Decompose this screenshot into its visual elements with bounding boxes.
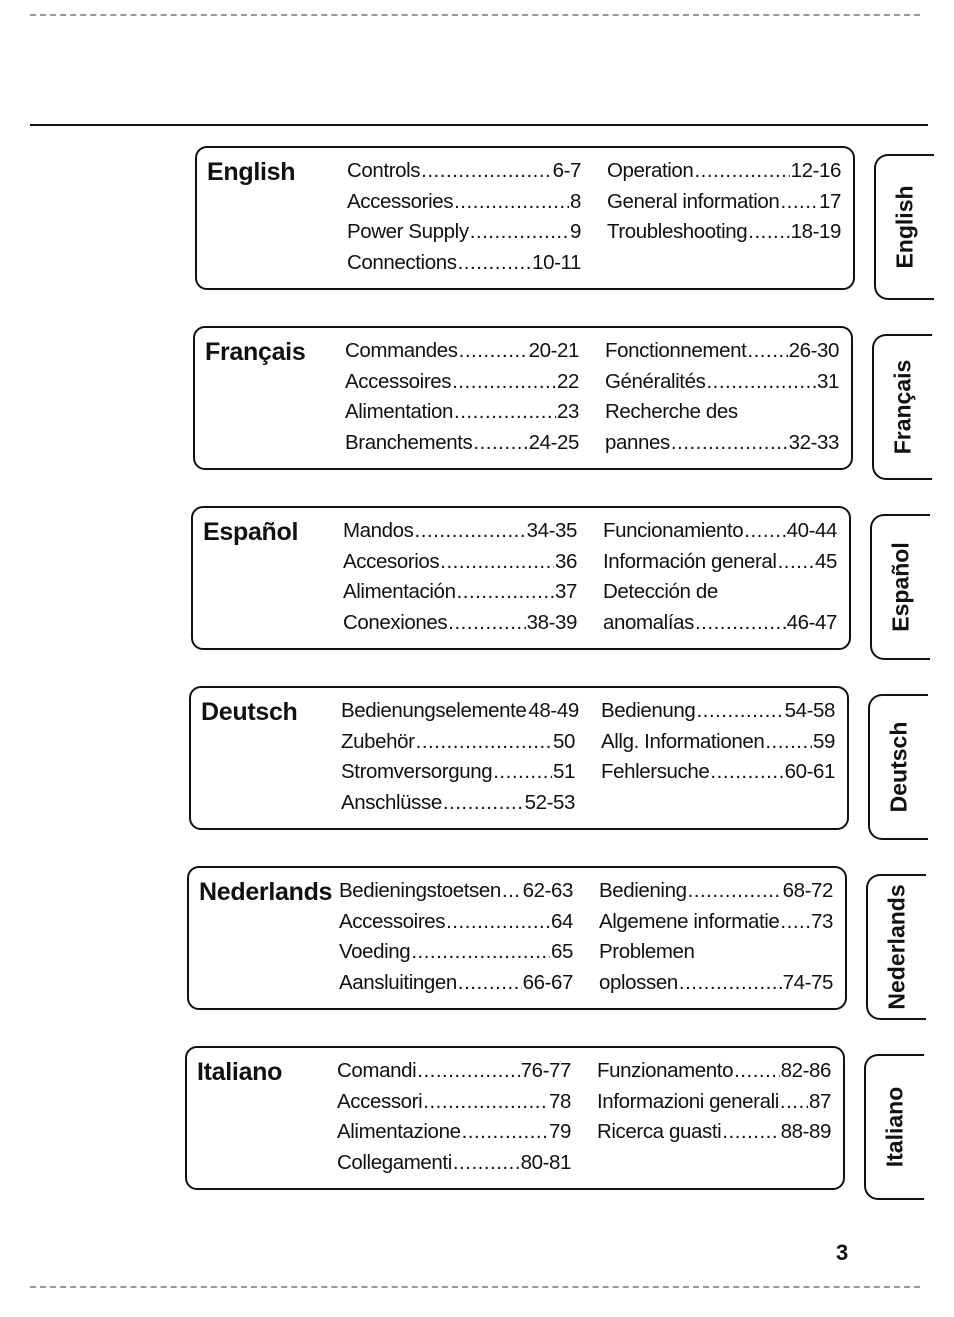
toc-entry-page: 46-47	[786, 610, 837, 634]
toc-entry-page: 65	[550, 940, 573, 963]
toc-section-italiano	[0, 1046, 944, 1196]
side-tab-deutsch[interactable]	[868, 694, 928, 840]
toc-entry[interactable]	[347, 187, 581, 218]
toc-entry-label: Bedieningstoetsen	[339, 879, 501, 902]
dot-leader	[440, 547, 554, 578]
toc-entry[interactable]	[601, 696, 835, 727]
section-box	[193, 326, 853, 470]
dot-leader	[459, 336, 528, 367]
toc-entry[interactable]	[345, 428, 579, 459]
header-rule	[30, 124, 928, 126]
dot-leader	[493, 757, 552, 788]
toc-entry-label: Connections	[347, 250, 457, 274]
dot-leader	[695, 608, 786, 639]
toc-entry[interactable]	[345, 336, 579, 367]
toc-entry[interactable]	[347, 217, 581, 248]
dot-leader	[453, 1148, 520, 1179]
section-box	[187, 866, 847, 1010]
toc-entry-label: Aansluitingen	[339, 970, 457, 994]
toc-entry-page: 78	[548, 1089, 571, 1113]
toc-entry-page: 50	[552, 729, 575, 753]
section-box	[191, 506, 851, 650]
dot-leader	[722, 1117, 779, 1148]
dot-leader	[411, 937, 550, 968]
section-title: English	[207, 158, 296, 186]
toc-entry-page: 74-75	[782, 970, 833, 994]
toc-entry-page: 52-53	[524, 790, 575, 814]
dot-leader	[446, 907, 550, 938]
toc-entry[interactable]	[605, 367, 839, 398]
side-tab-label: English	[891, 185, 918, 269]
side-tab-label: Italiano	[881, 1086, 908, 1168]
dot-leader	[462, 1117, 548, 1148]
toc-entry[interactable]	[341, 757, 575, 788]
toc-entry-page: 60-61	[784, 760, 835, 783]
dot-leader	[744, 516, 785, 547]
dot-leader	[696, 696, 783, 727]
toc-entry-page: 88-89	[780, 1120, 831, 1143]
dot-leader	[473, 428, 527, 459]
dot-leader	[696, 937, 832, 968]
toc-entry-label: Operation	[607, 159, 694, 182]
toc-entry-page: 54-58	[784, 699, 835, 722]
toc-entry[interactable]	[599, 937, 833, 968]
toc-entry-label: Power Supply	[347, 220, 469, 243]
toc-entry[interactable]	[345, 367, 579, 398]
toc-entry-page: 26-30	[788, 339, 839, 362]
section-title: Français	[205, 338, 306, 366]
section-box	[185, 1046, 845, 1190]
toc-entry[interactable]	[347, 156, 581, 187]
dot-leader	[778, 547, 814, 578]
side-tab-label: Nederlands	[883, 884, 910, 1010]
dot-leader	[780, 187, 818, 218]
dot-leader	[694, 156, 789, 187]
toc-entry[interactable]	[345, 397, 579, 428]
toc-entry[interactable]	[341, 788, 575, 819]
dot-leader	[719, 577, 836, 608]
dot-leader	[780, 1087, 808, 1118]
side-tab-français[interactable]	[872, 334, 932, 480]
toc-entry-page: 51	[552, 760, 575, 783]
toc-entry-page: 68-72	[782, 879, 833, 902]
toc-entry-label: Funzionamento	[597, 1059, 734, 1082]
toc-entry-label: Bedienungselemente	[341, 699, 527, 722]
toc-column-2	[599, 876, 833, 998]
page-number: 3	[836, 1240, 849, 1265]
toc-entry-label: Généralités	[605, 369, 706, 393]
toc-entry-label: General information	[607, 189, 780, 213]
dot-leader	[415, 516, 526, 547]
toc-entry-page: 24-25	[528, 430, 579, 454]
toc-column-1	[341, 696, 579, 818]
toc-entry[interactable]	[607, 156, 841, 187]
toc-column-1	[345, 336, 579, 458]
toc-section-english	[0, 146, 954, 296]
toc-entry[interactable]	[337, 1056, 571, 1087]
toc-entry-label: Accesorios	[343, 549, 440, 573]
dot-leader	[747, 336, 787, 367]
toc-entry-page: 37	[554, 580, 577, 603]
toc-entry-page: 80-81	[520, 1150, 571, 1174]
dot-leader	[416, 727, 552, 758]
toc-entry-page: 79	[548, 1120, 571, 1143]
section-box	[189, 686, 849, 830]
toc-entry-page: 73	[810, 909, 833, 933]
toc-entry[interactable]	[339, 937, 573, 968]
dot-leader	[443, 788, 524, 819]
toc-section-español	[0, 506, 950, 656]
toc-entry-label: Ricerca guasti	[597, 1120, 722, 1143]
dot-leader	[417, 1056, 519, 1087]
dot-leader	[710, 757, 783, 788]
toc-entry-label: Problemen	[599, 940, 695, 963]
toc-entry-page: 34-35	[526, 519, 577, 542]
toc-entry-label: Detección de	[603, 580, 718, 603]
dot-leader	[502, 876, 522, 907]
toc-column-1	[347, 156, 581, 278]
toc-column-1	[337, 1056, 571, 1178]
toc-column-2	[603, 516, 837, 638]
toc-entry-page: 48-49	[528, 699, 579, 722]
toc-entry-label: Informazioni generali	[597, 1089, 779, 1113]
toc-entry-label: Allg. Informationen	[601, 729, 765, 753]
dot-leader	[454, 187, 569, 218]
toc-entry[interactable]	[599, 968, 833, 999]
toc-entry[interactable]	[607, 217, 841, 248]
side-tab-nederlands[interactable]	[866, 874, 926, 1020]
dot-leader	[448, 608, 525, 639]
side-tab-español[interactable]	[870, 514, 930, 660]
dot-leader	[739, 397, 838, 428]
toc-entry-page: 8	[569, 189, 581, 213]
toc-entry-label: Recherche des	[605, 400, 738, 423]
dot-leader	[748, 217, 789, 248]
toc-entry-label: Funcionamiento	[603, 519, 744, 542]
toc-entry-label: Troubleshooting	[607, 220, 748, 243]
side-tab-label: Deutsch	[885, 721, 912, 813]
toc-entry[interactable]	[597, 1117, 831, 1148]
dot-leader	[671, 428, 788, 459]
toc-entry[interactable]	[605, 336, 839, 367]
toc-entry[interactable]	[597, 1056, 831, 1087]
toc-column-2	[601, 696, 835, 788]
dot-leader	[423, 1087, 548, 1118]
toc-section-deutsch	[0, 686, 948, 836]
side-tab-label: Français	[889, 359, 916, 455]
toc-column-2	[607, 156, 841, 248]
toc-entry[interactable]	[603, 577, 837, 608]
dot-leader	[457, 577, 554, 608]
toc-entry[interactable]	[341, 696, 579, 727]
toc-entry-label: Branchements	[345, 430, 473, 454]
toc-entry[interactable]	[603, 547, 837, 578]
dot-leader	[734, 1056, 779, 1087]
toc-entry-label: Accessoires	[339, 909, 446, 933]
toc-entry[interactable]	[599, 876, 833, 907]
toc-entry[interactable]	[603, 608, 837, 639]
dot-leader	[679, 968, 782, 999]
toc-entry-page: 23	[556, 400, 579, 423]
toc-entry-label: Información general	[603, 549, 777, 573]
side-tab-italiano[interactable]	[864, 1054, 924, 1200]
dot-leader	[458, 968, 522, 999]
toc-entry-label: Collegamenti	[337, 1150, 452, 1174]
toc-entry[interactable]	[343, 577, 577, 608]
toc-entry-label: Stromversorgung	[341, 760, 493, 783]
toc-entry[interactable]	[339, 876, 573, 907]
toc-entry-page: 38-39	[526, 610, 577, 634]
toc-entry[interactable]	[605, 397, 839, 428]
toc-column-1	[343, 516, 577, 638]
toc-entry-page: 62-63	[522, 879, 573, 902]
dot-leader	[780, 907, 810, 938]
toc-entry-page: 12-16	[790, 159, 841, 182]
toc-entry[interactable]	[339, 968, 573, 999]
toc-entry[interactable]	[599, 907, 833, 938]
toc-entry-label: Fehlersuche	[601, 760, 710, 783]
toc-entry-label: Zubehör	[341, 729, 415, 753]
toc-entry-page: 87	[808, 1089, 831, 1113]
dot-leader	[470, 217, 569, 248]
toc-entry-label: Alimentazione	[337, 1120, 461, 1143]
toc-entry-label: Bedienung	[601, 699, 696, 722]
toc-entry-page: 76-77	[520, 1059, 571, 1082]
toc-section-nederlands	[0, 866, 946, 1016]
toc-entry-page: 22	[556, 369, 579, 393]
toc-entry-label: Fonctionnement	[605, 339, 747, 362]
toc-column-2	[597, 1056, 831, 1148]
toc-entry[interactable]	[343, 608, 577, 639]
dot-leader	[452, 367, 556, 398]
toc-column-1	[339, 876, 573, 998]
dot-leader	[765, 727, 812, 758]
toc-entry-page: 17	[818, 189, 841, 213]
dot-leader	[706, 367, 816, 398]
toc-entry-page: 59	[812, 729, 835, 753]
dot-leader	[688, 876, 782, 907]
toc-entry-label: Mandos	[343, 519, 414, 542]
toc-entry-label: Anschlüsse	[341, 790, 442, 814]
toc-entry[interactable]	[339, 907, 573, 938]
section-box	[195, 146, 855, 290]
toc-entry-label: oplossen	[599, 970, 678, 994]
toc-entry-label: Controls	[347, 159, 421, 182]
toc-entry[interactable]	[337, 1087, 571, 1118]
toc-entry-page: 64	[550, 909, 573, 933]
dot-leader	[421, 156, 551, 187]
section-title: Deutsch	[201, 698, 298, 726]
toc-entry-label: Alimentación	[343, 580, 456, 603]
section-title: Español	[203, 518, 299, 546]
toc-entry[interactable]	[347, 248, 581, 279]
toc-entry[interactable]	[343, 516, 577, 547]
toc-entry[interactable]	[605, 428, 839, 459]
toc-entry-page: 36	[554, 549, 577, 573]
toc-entry[interactable]	[337, 1117, 571, 1148]
scan-artifact-top	[30, 14, 920, 16]
toc-entry-label: Accessoires	[345, 369, 452, 393]
toc-section-français	[0, 326, 952, 476]
toc-entry-label: Bediening	[599, 879, 687, 902]
toc-entry-label: pannes	[605, 430, 670, 454]
toc-entry-page: 9	[569, 220, 581, 243]
toc-entry-page: 31	[816, 369, 839, 393]
toc-entry-page: 32-33	[788, 430, 839, 454]
toc-entry[interactable]	[601, 727, 835, 758]
toc-column-2	[605, 336, 839, 458]
toc-entry-page: 82-86	[780, 1059, 831, 1082]
side-tab-label: Español	[887, 542, 914, 632]
toc-entry-label: Accessories	[347, 189, 454, 213]
toc-entry-label: Conexiones	[343, 610, 448, 634]
toc-entry-label: anomalías	[603, 610, 694, 634]
toc-entry-page: 6-7	[552, 159, 581, 182]
toc-entry-page: 66-67	[522, 970, 573, 994]
toc-entry[interactable]	[341, 727, 575, 758]
section-title: Italiano	[197, 1058, 283, 1086]
scan-artifact-bottom	[30, 1286, 920, 1288]
toc-entry-label: Comandi	[337, 1059, 417, 1082]
toc-entry[interactable]	[601, 757, 835, 788]
toc-entry[interactable]	[603, 516, 837, 547]
dot-leader	[454, 397, 556, 428]
toc-entry[interactable]	[343, 547, 577, 578]
toc-entry[interactable]	[337, 1148, 571, 1179]
toc-entry-page: 45	[814, 549, 837, 573]
dot-leader	[458, 248, 532, 279]
section-title: Nederlands	[199, 878, 333, 906]
toc-entry-label: Accessori	[337, 1089, 423, 1113]
toc-entry-page: 10-11	[532, 250, 581, 274]
toc-entry-label: Algemene informatie	[599, 909, 780, 933]
toc-entry-label: Alimentation	[345, 400, 454, 423]
toc-entry-label: Commandes	[345, 339, 458, 362]
toc-entry[interactable]	[607, 187, 841, 218]
toc-entry-label: Voeding	[339, 940, 411, 963]
side-tab-english[interactable]	[874, 154, 934, 300]
toc-entry-page: 18-19	[790, 220, 841, 243]
toc-entry[interactable]	[597, 1087, 831, 1118]
toc-entry-page: 40-44	[786, 519, 837, 542]
toc-entry-page: 20-21	[528, 339, 579, 362]
